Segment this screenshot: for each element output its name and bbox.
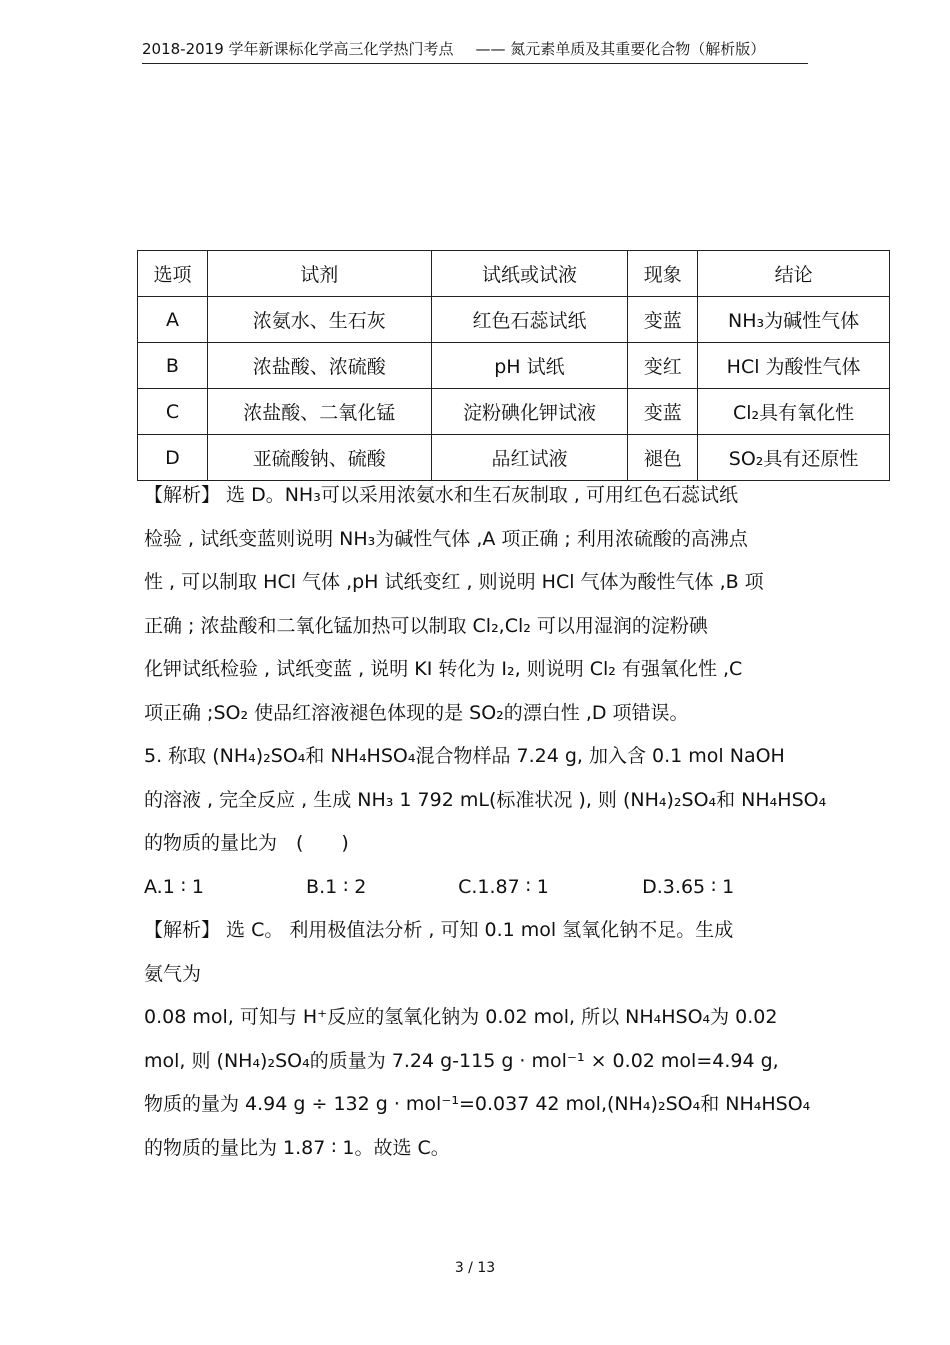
table-header-row (138, 251, 890, 297)
text-line: 氨气为 (144, 962, 202, 985)
table-cell: pH 试纸 (431, 343, 628, 389)
analysis-block-2 (144, 909, 824, 1170)
table-cell: 褪色 (628, 435, 698, 481)
text-line: 0.08 mol, 可知与 H⁺反应的氢氧化钠为 0.02 mol, 所以 NH₄HSO₄为 0.02 (144, 1006, 778, 1028)
page-content (144, 474, 827, 1170)
header-option: 选项 (138, 251, 208, 297)
text-line: 化钾试纸检验 , 试纸变蓝 , 说明 KI 转化为 I₂, 则说明 Cl₂ 有强氧化性 ,C (144, 658, 743, 680)
table-cell: 淀粉碘化钾试液 (431, 389, 628, 435)
text-line: 正确 ; 浓盐酸和二氧化锰加热可以制取 Cl₂,Cl₂ 可以用湿润的淀粉碘 (144, 614, 708, 637)
question-5 (144, 735, 827, 866)
text-line: 的物质的量比为 1.87 ∶ 1。故选 C。 (144, 1136, 450, 1159)
text-line: 物质的量为 4.94 g ÷ 132 g · mol⁻¹=0.037 42 mol,(NH₄)₂SO₄和 NH₄HSO₄ (144, 1093, 811, 1115)
table-cell: HCl 为酸性气体 (698, 343, 890, 389)
table-row (138, 297, 890, 343)
page-header (142, 38, 808, 64)
option-b: B.1 ∶ 2 (306, 875, 367, 898)
table-cell: 变蓝 (628, 389, 698, 435)
table-cell: 变蓝 (628, 297, 698, 343)
table-cell: C (138, 389, 208, 435)
option-d: D.3.65 ∶ 1 (642, 875, 735, 898)
table-cell: 变红 (628, 343, 698, 389)
table-cell: SO₂具有还原性 (698, 435, 890, 481)
table-cell: 亚硫酸钠、硫酸 (207, 435, 431, 481)
text-line: 检验 , 试纸变蓝则说明 NH₃为碱性气体 ,A 项正确 ; 利用浓硫酸的高沸点 (144, 527, 748, 550)
header-right: —— 氮元素单质及其重要化合物（解析版） (475, 40, 766, 58)
text-line: 【解析】 选 D。NH₃可以采用浓氨水和生石灰制取 , 可用红色石蕊试纸 (144, 484, 738, 506)
answer-options (144, 866, 824, 910)
page-number: 3 / 13 (454, 1260, 496, 1276)
option-c: C.1.87 ∶ 1 (458, 875, 549, 898)
text-line: 5. 称取 (NH₄)₂SO₄和 NH₄HSO₄混合物样品 7.24 g, 加入含 0.1 mol NaOH (144, 745, 785, 767)
table-cell: Cl₂具有氧化性 (698, 389, 890, 435)
text-line: 项正确 ;SO₂ 使品红溶液褪色体现的是 SO₂的漂白性 ,D 项错误。 (144, 701, 689, 724)
header-phenomenon: 现象 (628, 251, 698, 297)
table-cell: 品红试液 (431, 435, 628, 481)
analysis-block-1 (144, 474, 824, 735)
table-row (138, 343, 890, 389)
table-row (138, 389, 890, 435)
table-cell: 浓盐酸、浓硫酸 (207, 343, 431, 389)
option-a: A.1 ∶ 1 (144, 875, 204, 898)
header-test-paper: 试纸或试液 (431, 251, 628, 297)
reagent-table (137, 250, 890, 481)
header-reagent: 试剂 (207, 251, 431, 297)
header-left: 2018-2019 学年新课标化学高三化学热门考点 (142, 40, 454, 58)
table-cell: B (138, 343, 208, 389)
table-cell: 红色石蕊试纸 (431, 297, 628, 343)
table-cell: 浓盐酸、二氧化锰 (207, 389, 431, 435)
text-line: mol, 则 (NH₄)₂SO₄的质量为 7.24 g-115 g · mol⁻¹ × 0.02 mol=4.94 g, (144, 1049, 779, 1072)
table-cell: NH₃为碱性气体 (698, 297, 890, 343)
text-line: 【解析】 选 C。 利用极值法分析 , 可知 0.1 mol 氢氧化钠不足。生成 (144, 919, 734, 941)
text-line: 性 , 可以制取 HCl 气体 ,pH 试纸变红 , 则说明 HCl 气体为酸性气体 ,B 项 (144, 571, 764, 593)
text-line: 的溶液 , 完全反应 , 生成 NH₃ 1 792 mL(标准状况 ), 则 (NH₄)₂SO₄和 NH₄HSO₄ (144, 788, 827, 811)
table-cell: D (138, 435, 208, 481)
table-cell: 浓氨水、生石灰 (207, 297, 431, 343)
text-line: 的物质的量比为 ( ) (144, 832, 349, 854)
table-cell: A (138, 297, 208, 343)
header-conclusion: 结论 (698, 251, 890, 297)
